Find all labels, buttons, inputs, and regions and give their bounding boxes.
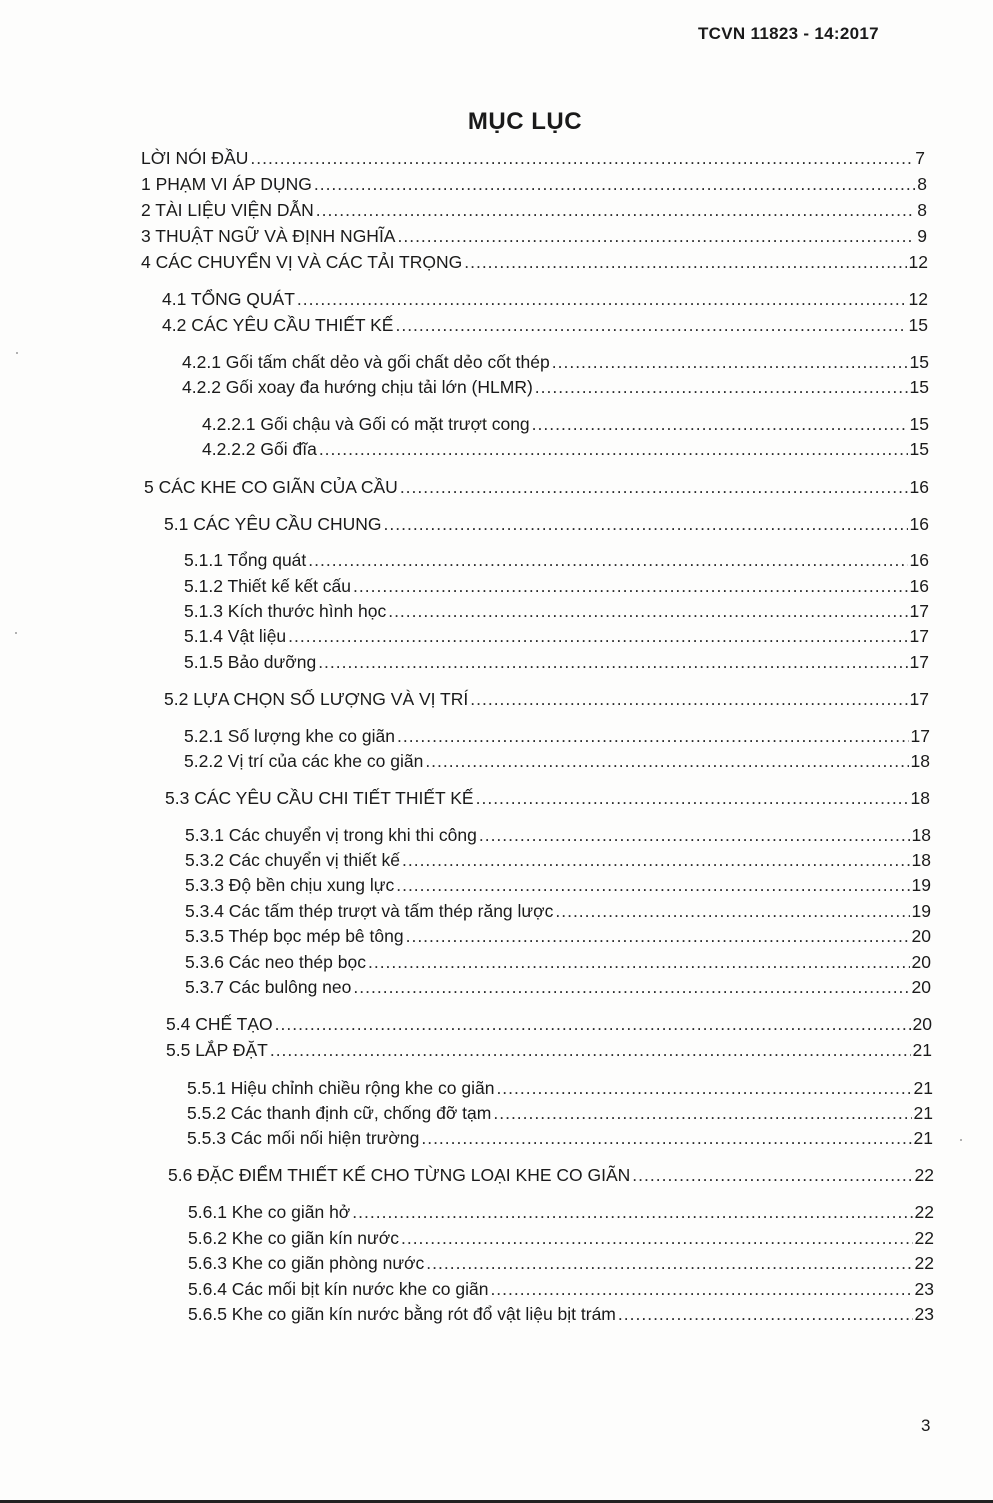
toc-entry-label: 5.1 CÁC YÊU CẦU CHUNG (164, 514, 382, 534)
toc-entry (188, 1251, 934, 1275)
toc-leader (314, 172, 915, 196)
toc-leader (535, 375, 908, 399)
toc-leader (552, 350, 908, 374)
toc-leader (297, 287, 907, 311)
toc-entry-label: 4.2.2.1 Gối chậu và Gối có mặt trượt cong (202, 414, 530, 434)
toc-entry (202, 437, 929, 461)
toc-entry-label: 5.3.7 Các bulông neo (185, 977, 352, 997)
toc-entry-label: 2 TÀI LIỆU VIỆN DẪN (141, 200, 314, 220)
toc-entry-label: 5.1.5 Bảo dưỡng (184, 652, 317, 672)
toc-entry (185, 975, 931, 999)
toc-entry-page: 19 (911, 875, 931, 895)
toc-entry-page: 22 (914, 1228, 934, 1248)
toc-entry-label: 5.1.3 Kích thước hình học (184, 601, 387, 621)
toc-entry-page: 15 (909, 377, 929, 397)
toc-entry (184, 574, 929, 598)
toc-leader (401, 1226, 913, 1250)
toc-leader (318, 650, 907, 674)
toc-entry-label: 5.3.6 Các neo thép bọc (185, 952, 366, 972)
toc-entry (164, 512, 929, 536)
toc-entry (141, 224, 927, 248)
toc-leader (395, 313, 906, 337)
toc-entry-page: 20 (911, 952, 931, 972)
toc-entry-label: 5.2 LỰA CHỌN SỐ LƯỢNG VÀ VỊ TRÍ (164, 689, 469, 709)
toc-entry-label: LỜI NÓI ĐẦU (141, 148, 249, 168)
toc-entry-label: 5.5.3 Các mối nối hiện trường (187, 1128, 420, 1148)
toc-leader (421, 1126, 911, 1150)
toc-entry-page: 17 (910, 726, 930, 746)
toc-entry (184, 548, 929, 572)
toc-entry (141, 172, 927, 196)
scan-speck (15, 632, 17, 634)
toc-entry-page: 22 (914, 1202, 934, 1222)
toc-leader (368, 950, 910, 974)
toc-entry-label: 5.5.1 Hiệu chỉnh chiều rộng khe co giãn (187, 1078, 495, 1098)
toc-entry-page: 18 (910, 751, 930, 771)
toc-entry-page: 8 (917, 200, 927, 220)
toc-entry-page: 19 (911, 901, 931, 921)
toc-entry-page: 7 (915, 148, 925, 168)
toc-entry-page: 17 (909, 652, 929, 672)
toc-entry-label: 4.2.2 Gối xoay đa hướng chịu tải lớn (HLMR) (182, 377, 533, 397)
toc-entry (162, 313, 928, 337)
toc-entry-label: 5.1.4 Vật liệu (184, 626, 287, 646)
toc-entry-label: 5.3.5 Thép bọc mép bê tông (185, 926, 404, 946)
toc-entry-label: 4 CÁC CHUYỂN VỊ VÀ CÁC TẢI TRỌNG (141, 252, 463, 272)
toc-entry-label: 4.2.2.2 Gối đĩa (202, 439, 317, 459)
toc-entry (165, 786, 930, 810)
toc-entry (184, 724, 930, 748)
toc-entry (164, 687, 929, 711)
toc-entry (188, 1200, 934, 1224)
toc-leader (353, 975, 909, 999)
toc-entry (182, 375, 929, 399)
toc-entry (144, 475, 929, 499)
toc-entry-page: 16 (909, 550, 929, 570)
toc-entry (185, 873, 931, 897)
toc-entry-label: 4.1 TỔNG QUÁT (162, 289, 295, 309)
toc-entry-page: 15 (909, 414, 929, 434)
toc-leader (464, 250, 906, 274)
toc-entry (188, 1277, 934, 1301)
toc-entry (184, 624, 929, 648)
toc-entry-page: 20 (911, 977, 931, 997)
toc-entry-label: 5.5.2 Các thanh định cữ, chống đỡ tạm (187, 1103, 492, 1123)
toc-entry (184, 749, 930, 773)
toc-entry-page: 20 (912, 1014, 932, 1034)
toc-entry-page: 16 (909, 477, 929, 497)
toc-entry-page: 20 (911, 926, 931, 946)
toc-leader (352, 1200, 912, 1224)
toc-entry-label: 4.2 CÁC YÊU CẦU THIẾT KẾ (162, 315, 394, 335)
toc-entry-page: 21 (913, 1078, 933, 1098)
toc-entry (166, 1038, 932, 1062)
toc-entry-label: 5.6.1 Khe co giãn hở (188, 1202, 351, 1222)
toc-entry-label: 5.6.2 Khe co giãn kín nước (188, 1228, 399, 1248)
toc-leader (496, 1076, 911, 1100)
toc-leader (426, 1251, 912, 1275)
toc-leader (288, 624, 907, 648)
toc-leader (353, 574, 908, 598)
toc-leader (308, 548, 907, 572)
toc-entry-page: 17 (909, 601, 929, 621)
scan-speck (960, 1139, 962, 1141)
toc-leader (397, 724, 909, 748)
toc-entry (141, 146, 925, 170)
toc-entry (187, 1076, 933, 1100)
toc-leader (406, 924, 910, 948)
toc-leader (425, 749, 908, 773)
toc-entry (184, 650, 929, 674)
toc-entry (168, 1163, 934, 1187)
toc-entry-page: 21 (913, 1128, 933, 1148)
toc-leader (618, 1302, 913, 1326)
toc-entry-page: 9 (917, 226, 927, 246)
toc-entry (182, 350, 929, 374)
toc-entry-label: 5.6.4 Các mối bịt kín nước khe co giãn (188, 1279, 489, 1299)
toc-entry (185, 924, 931, 948)
toc-entry-label: 5.6.5 Khe co giãn kín nước bằng rót đổ vật liệu bịt trám (188, 1304, 616, 1324)
toc-entry (185, 950, 931, 974)
toc-entry-page: 17 (909, 689, 929, 709)
toc-leader (319, 437, 908, 461)
toc-entry (188, 1302, 934, 1326)
toc-entry-page: 15 (909, 439, 929, 459)
toc-entry-label: 5.4 CHẾ TẠO (166, 1014, 273, 1034)
toc-entry-label: 5 CÁC KHE CO GIÃN CỦA CẦU (144, 477, 398, 497)
toc-entry-page: 23 (914, 1279, 934, 1299)
toc-leader (490, 1277, 912, 1301)
toc-leader (400, 475, 908, 499)
toc-entry-label: 5.6.3 Khe co giãn phòng nước (188, 1253, 425, 1273)
toc-leader (384, 512, 908, 536)
toc-entry-label: 5.2.2 Vị trí của các khe co giãn (184, 751, 424, 771)
toc-leader (250, 146, 913, 170)
toc-entry-label: 5.1.2 Thiết kế kết cấu (184, 576, 352, 596)
toc-entry (141, 198, 927, 222)
toc-entry (185, 899, 931, 923)
toc-entry-page: 8 (917, 174, 927, 194)
toc-entry-label: 5.3.2 Các chuyển vị thiết kế (185, 850, 400, 870)
toc-entry-page: 18 (910, 788, 930, 808)
toc-entry-label: 5.6 ĐẶC ĐIỂM THIẾT KẾ CHO TỪNG LOẠI KHE CO GIÃN (168, 1165, 631, 1185)
toc-leader (493, 1101, 911, 1125)
toc-leader (397, 224, 915, 248)
toc-entry-page: 22 (914, 1165, 934, 1185)
toc-entry-page: 18 (911, 825, 931, 845)
toc-leader (632, 1163, 912, 1187)
toc-entry-label: 5.5 LẮP ĐẶT (166, 1040, 268, 1060)
toc-entry (187, 1126, 933, 1150)
toc-entry-label: 4.2.1 Gối tấm chất dẻo và gối chất dẻo cốt thép (182, 352, 550, 372)
toc-entry (166, 1012, 932, 1036)
toc-entry (185, 848, 931, 872)
toc-title: MỤC LỤC (467, 108, 583, 135)
toc-entry-page: 15 (908, 315, 928, 335)
toc-entry-page: 22 (914, 1253, 934, 1273)
toc-entry-label: 5.1.1 Tổng quát (184, 550, 307, 570)
page-number: 3 (921, 1416, 931, 1435)
toc-entry-label: 1 PHẠM VI ÁP DỤNG (141, 174, 312, 194)
toc-leader (316, 198, 915, 222)
toc-entry-page: 23 (914, 1304, 934, 1324)
toc-entry (185, 823, 931, 847)
toc-entry-page: 21 (912, 1040, 932, 1060)
toc-entry (162, 287, 928, 311)
scan-speck (16, 352, 18, 354)
toc-entry (187, 1101, 933, 1125)
document-code: TCVN 11823 - 14:2017 (698, 24, 879, 43)
toc-entry-page: 17 (909, 626, 929, 646)
toc-entry-page: 12 (908, 252, 928, 272)
toc-leader (479, 823, 910, 847)
toc-entry-label: 5.2.1 Số lượng khe co giãn (184, 726, 395, 746)
toc-leader (402, 848, 910, 872)
toc-entry-label: 5.3 CÁC YÊU CẦU CHI TIẾT THIẾT KẾ (165, 788, 474, 808)
toc-entry-page: 12 (908, 289, 928, 309)
toc-entry-label: 5.3.1 Các chuyển vị trong khi thi công (185, 825, 477, 845)
toc-entry-label: 3 THUẬT NGỮ VÀ ĐỊNH NGHĨA (141, 226, 396, 246)
toc-entry (202, 412, 929, 436)
toc-entry-page: 21 (913, 1103, 933, 1123)
toc-entry-page: 16 (909, 576, 929, 596)
toc-entry-label: 5.3.4 Các tấm thép trượt và tấm thép răng lược (185, 901, 554, 921)
toc-entry (184, 599, 929, 623)
toc-entry-label: 5.3.3 Độ bền chịu xung lực (185, 875, 395, 895)
toc-entry (141, 250, 928, 274)
toc-entry (188, 1226, 934, 1250)
toc-leader (470, 687, 907, 711)
toc-leader (275, 1012, 911, 1036)
toc-leader (270, 1038, 911, 1062)
toc-leader (396, 873, 909, 897)
toc-leader (555, 899, 909, 923)
toc-leader (532, 412, 908, 436)
toc-leader (476, 786, 909, 810)
toc-entry-page: 18 (911, 850, 931, 870)
toc-leader (388, 599, 907, 623)
toc-entry-page: 15 (909, 352, 929, 372)
toc-entry-page: 16 (909, 514, 929, 534)
